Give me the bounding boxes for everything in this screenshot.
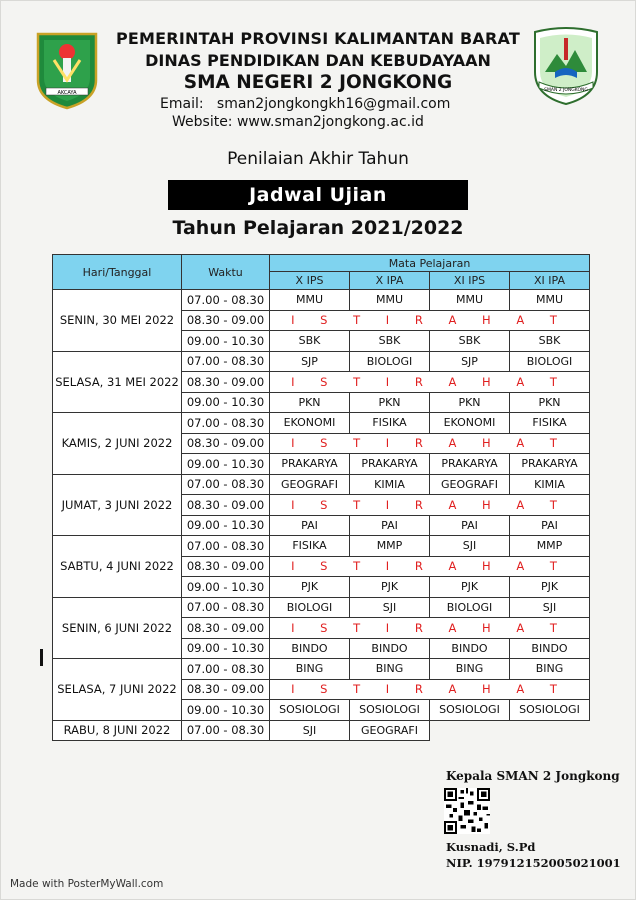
academic-year: Tahun Pelajaran 2021/2022 <box>172 217 464 239</box>
table-row <box>53 720 590 741</box>
day-date-cell: KAMIS, 2 JUNI 2022 <box>53 413 182 475</box>
time-cell: 07.00 - 08.30 <box>182 536 270 557</box>
subject-cell: MMP <box>350 536 430 557</box>
subject-cell: FISIKA <box>510 413 590 434</box>
subject-cell: BING <box>510 659 590 680</box>
time-cell: 07.00 - 08.30 <box>182 474 270 495</box>
subject-cell: BIOLOGI <box>350 351 430 372</box>
subject-cell: SJP <box>430 351 510 372</box>
subject-cell: SJI <box>270 720 350 741</box>
break-cell: I S T I R A H A T <box>270 618 590 639</box>
table-row <box>53 597 590 618</box>
subject-cell: PKN <box>430 392 510 413</box>
time-cell: 09.00 - 10.30 <box>182 454 270 475</box>
header-subjects: Mata Pelajaran <box>270 255 590 272</box>
time-cell: 07.00 - 08.30 <box>182 720 270 741</box>
subject-cell: MMU <box>430 290 510 311</box>
subject-cell: SJI <box>510 597 590 618</box>
subject-cell: PKN <box>270 392 350 413</box>
day-date-cell: SENIN, 6 JUNI 2022 <box>53 597 182 659</box>
table-row <box>53 290 590 311</box>
subject-cell: SBK <box>510 331 590 352</box>
time-cell: 07.00 - 08.30 <box>182 413 270 434</box>
break-cell: I S T I R A H A T <box>270 372 590 393</box>
day-date-cell: SELASA, 7 JUNI 2022 <box>53 659 182 721</box>
subject-cell: PAI <box>270 515 350 536</box>
subject-cell: PRAKARYA <box>510 454 590 475</box>
province-emblem-icon <box>34 30 100 110</box>
subject-cell: BINDO <box>350 638 430 659</box>
header-government: PEMERINTAH PROVINSI KALIMANTAN BARAT <box>116 29 520 48</box>
break-cell: I S T I R A H A T <box>270 433 590 454</box>
exam-title: Jadwal Ujian <box>168 180 468 210</box>
subject-cell: BIOLOGI <box>270 597 350 618</box>
subject-cell: SOSIOLOGI <box>270 700 350 721</box>
subject-cell: SJI <box>430 536 510 557</box>
header-time: Waktu <box>182 255 270 290</box>
time-cell: 09.00 - 10.30 <box>182 700 270 721</box>
time-cell: 09.00 - 10.30 <box>182 392 270 413</box>
school-emblem-icon <box>531 26 601 106</box>
subject-cell: MMU <box>270 290 350 311</box>
qr-code-icon <box>444 788 490 834</box>
subject-cell: KIMIA <box>510 474 590 495</box>
subject-cell: SBK <box>350 331 430 352</box>
day-date-cell: SENIN, 30 MEI 2022 <box>53 290 182 352</box>
subject-cell: PRAKARYA <box>430 454 510 475</box>
break-cell: I S T I R A H A T <box>270 556 590 577</box>
table-row <box>53 659 590 680</box>
header-email: Email: sman2jongkongkh16@gmail.com <box>160 96 451 112</box>
signature-nip: NIP. 197912152005021001 <box>446 856 621 870</box>
header-class-x-ipa: X IPA <box>350 272 430 290</box>
svg-text:SMAN 2 JONGKONG: SMAN 2 JONGKONG <box>544 88 588 93</box>
watermark-text: Made with PosterMyWall.com <box>10 878 164 890</box>
break-cell: I S T I R A H A T <box>270 679 590 700</box>
signature-name: Kusnadi, S.Pd <box>446 840 536 854</box>
subject-cell: SBK <box>270 331 350 352</box>
subject-cell: MMU <box>510 290 590 311</box>
header-class-xi-ipa: XI IPA <box>510 272 590 290</box>
table-row <box>53 413 590 434</box>
subject-cell: PJK <box>430 577 510 598</box>
subject-cell: PJK <box>510 577 590 598</box>
break-cell: I S T I R A H A T <box>270 310 590 331</box>
header-school-name: SMA NEGERI 2 JONGKONG <box>183 72 453 93</box>
subject-cell: PAI <box>510 515 590 536</box>
subject-cell: EKONOMI <box>270 413 350 434</box>
time-cell: 08.30 - 09.00 <box>182 495 270 516</box>
schedule-body <box>53 290 590 741</box>
subject-cell: PRAKARYA <box>350 454 430 475</box>
subject-cell: SOSIOLOGI <box>430 700 510 721</box>
time-cell: 09.00 - 10.30 <box>182 515 270 536</box>
subject-cell: FISIKA <box>350 413 430 434</box>
exam-subtitle: Penilaian Akhir Tahun <box>227 149 409 169</box>
time-cell: 09.00 - 10.30 <box>182 577 270 598</box>
subject-cell: BIOLOGI <box>430 597 510 618</box>
subject-cell: MMU <box>350 290 430 311</box>
subject-cell: BIOLOGI <box>510 351 590 372</box>
subject-cell: PRAKARYA <box>270 454 350 475</box>
time-cell: 09.00 - 10.30 <box>182 331 270 352</box>
table-row <box>53 351 590 372</box>
signature-title: Kepala SMAN 2 Jongkong <box>446 769 620 783</box>
subject-cell: GEOGRAFI <box>270 474 350 495</box>
subject-cell: PJK <box>350 577 430 598</box>
text-cursor-mark <box>40 649 43 666</box>
subject-cell: SOSIOLOGI <box>350 700 430 721</box>
subject-cell: KIMIA <box>350 474 430 495</box>
header-class-xi-ips: XI IPS <box>430 272 510 290</box>
schedule-table-wrapper <box>52 254 589 741</box>
header-website: Website: www.sman2jongkong.ac.id <box>172 114 424 130</box>
subject-cell: BINDO <box>430 638 510 659</box>
empty-cell <box>430 720 590 741</box>
time-cell: 07.00 - 08.30 <box>182 659 270 680</box>
subject-cell: GEOGRAFI <box>350 720 430 741</box>
subject-cell: SJP <box>270 351 350 372</box>
time-cell: 08.30 - 09.00 <box>182 556 270 577</box>
table-row <box>53 536 590 557</box>
subject-cell: SOSIOLOGI <box>510 700 590 721</box>
subject-cell: PAI <box>350 515 430 536</box>
svg-text:AKCAYA: AKCAYA <box>57 90 77 96</box>
subject-cell: GEOGRAFI <box>430 474 510 495</box>
subject-cell: MMP <box>510 536 590 557</box>
day-date-cell: SABTU, 4 JUNI 2022 <box>53 536 182 598</box>
subject-cell: SJI <box>350 597 430 618</box>
subject-cell: BINDO <box>270 638 350 659</box>
time-cell: 08.30 - 09.00 <box>182 310 270 331</box>
subject-cell: PJK <box>270 577 350 598</box>
day-date-cell: JUMAT, 3 JUNI 2022 <box>53 474 182 536</box>
subject-cell: SBK <box>430 331 510 352</box>
time-cell: 09.00 - 10.30 <box>182 638 270 659</box>
subject-cell: BING <box>350 659 430 680</box>
subject-cell: FISIKA <box>270 536 350 557</box>
subject-cell: PKN <box>510 392 590 413</box>
time-cell: 08.30 - 09.00 <box>182 433 270 454</box>
day-date-cell: SELASA, 31 MEI 2022 <box>53 351 182 413</box>
time-cell: 08.30 - 09.00 <box>182 372 270 393</box>
time-cell: 08.30 - 09.00 <box>182 618 270 639</box>
header-day-date: Hari/Tanggal <box>53 255 182 290</box>
time-cell: 07.00 - 08.30 <box>182 597 270 618</box>
subject-cell: EKONOMI <box>430 413 510 434</box>
time-cell: 07.00 - 08.30 <box>182 290 270 311</box>
schedule-table <box>52 254 590 741</box>
break-cell: I S T I R A H A T <box>270 495 590 516</box>
subject-cell: PKN <box>350 392 430 413</box>
time-cell: 07.00 - 08.30 <box>182 351 270 372</box>
subject-cell: BING <box>270 659 350 680</box>
subject-cell: BINDO <box>510 638 590 659</box>
day-date-cell: RABU, 8 JUNI 2022 <box>53 720 182 741</box>
header-department: DINAS PENDIDIKAN DAN KEBUDAYAAN <box>145 51 491 70</box>
subject-cell: PAI <box>430 515 510 536</box>
time-cell: 08.30 - 09.00 <box>182 679 270 700</box>
header-class-x-ips: X IPS <box>270 272 350 290</box>
table-row <box>53 474 590 495</box>
subject-cell: BING <box>430 659 510 680</box>
